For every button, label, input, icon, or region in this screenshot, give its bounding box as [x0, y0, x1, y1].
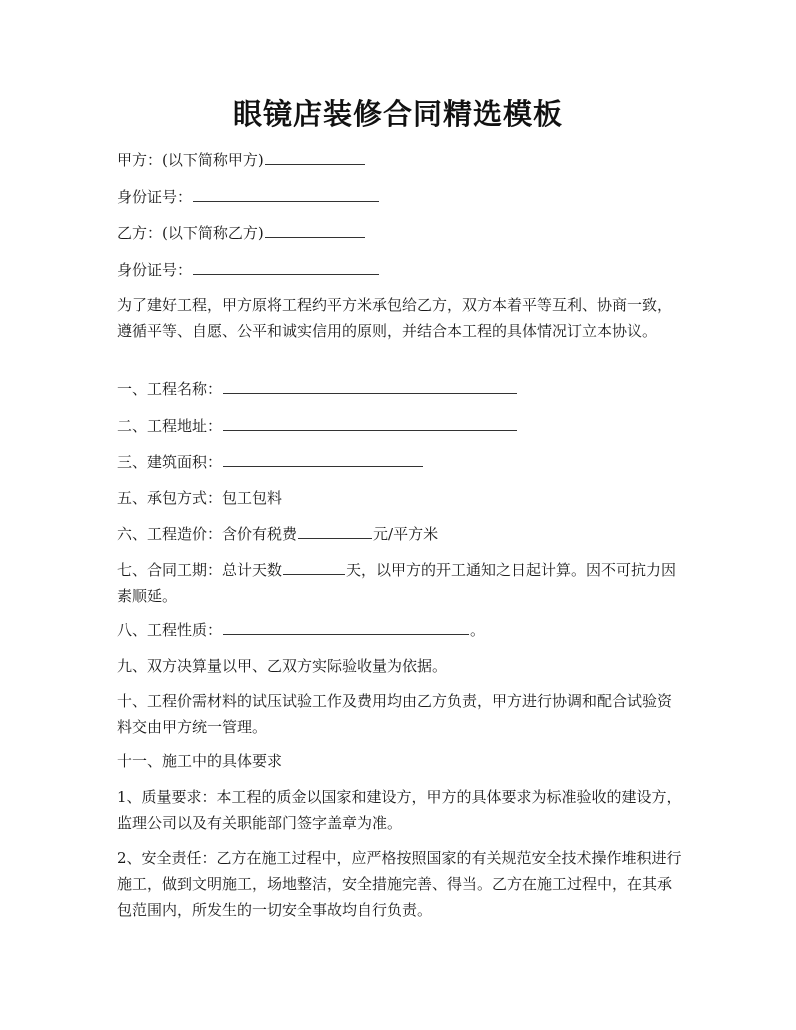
- item-6-blank: [298, 522, 372, 539]
- item-5-contract-method: 五、承包方式：包工包料: [117, 489, 283, 507]
- item-3-blank: [223, 450, 423, 467]
- item-7-suffix: 天，以甲方的开工通知之日起计算。因不可抗力因素顺延。: [117, 561, 677, 605]
- id-label-1: 身份证号：: [117, 188, 193, 206]
- item-8-project-nature: [117, 617, 685, 643]
- item-7-prefix: 七、合同工期：总计天数: [117, 561, 283, 579]
- item-8-suffix: 。: [470, 621, 486, 639]
- item-9-settlement: 九、双方决算量以甲、乙双方实际验收量为依据。: [117, 657, 448, 675]
- item-10-testing: 十、工程价需材料的试压试验工作及费用均由乙方负责，甲方进行协调和配合试验资料交由甲方统一管理。: [117, 692, 673, 736]
- document-title: 眼镜店装修合同精选模板: [232, 97, 563, 131]
- item-7-contract-period: [117, 557, 685, 609]
- party-a-blank: [265, 148, 365, 165]
- item-1-label: 一、工程名称：: [117, 380, 223, 398]
- item-1-project-name: [117, 376, 685, 402]
- intro-paragraph: 为了建好工程，甲方原将工程约平方米承包给乙方，双方本着平等互利、协商一致，遵循平等、自愿、公平和诚实信用的原则，并结合本工程的具体情况订立本协议。: [117, 296, 673, 340]
- item-6-suffix: 元/平方米: [373, 525, 439, 543]
- item-8-blank: [223, 618, 469, 635]
- item-2-blank: [223, 414, 517, 431]
- id-label-2: 身份证号：: [117, 261, 193, 279]
- item-7-blank: [283, 558, 345, 575]
- requirement-2-safety: 2、安全责任：乙方在施工过程中，应严格按照国家的有关规范安全技术操作堆积进行施工，做到文明施工，场地整洁，安全措施完善、得当。乙方在施工过程中，在其承包范围内，所发生的一切安全事故均自行负责。: [117, 849, 682, 919]
- party-b-label: 乙方：(以下简称乙方): [117, 224, 264, 242]
- item-1-blank: [223, 377, 517, 394]
- party-a-label: 甲方：(以下简称甲方): [117, 151, 264, 169]
- item-6-prefix: 六、工程造价：含价有税费: [117, 525, 298, 543]
- id-number-line-1: [117, 184, 685, 210]
- item-6-project-cost: [117, 521, 685, 547]
- party-b-line: [117, 220, 685, 246]
- id-number-line-2: [117, 257, 685, 283]
- id-blank-2: [193, 258, 379, 275]
- item-3-label: 三、建筑面积：: [117, 453, 223, 471]
- id-blank-1: [193, 185, 379, 202]
- requirement-1-quality: 1、质量要求：本工程的质金以国家和建设方，甲方的具体要求为标准验收的建设方，监理公司以及有关职能部门签字盖章为准。: [117, 788, 682, 832]
- party-b-blank: [265, 221, 365, 238]
- item-2-project-address: [117, 413, 685, 439]
- item-11-requirements-heading: 十一、施工中的具体要求: [117, 752, 283, 770]
- item-3-building-area: [117, 449, 685, 475]
- party-a-line: [117, 147, 685, 173]
- item-8-label: 八、工程性质：: [117, 621, 223, 639]
- item-2-label: 二、工程地址：: [117, 417, 223, 435]
